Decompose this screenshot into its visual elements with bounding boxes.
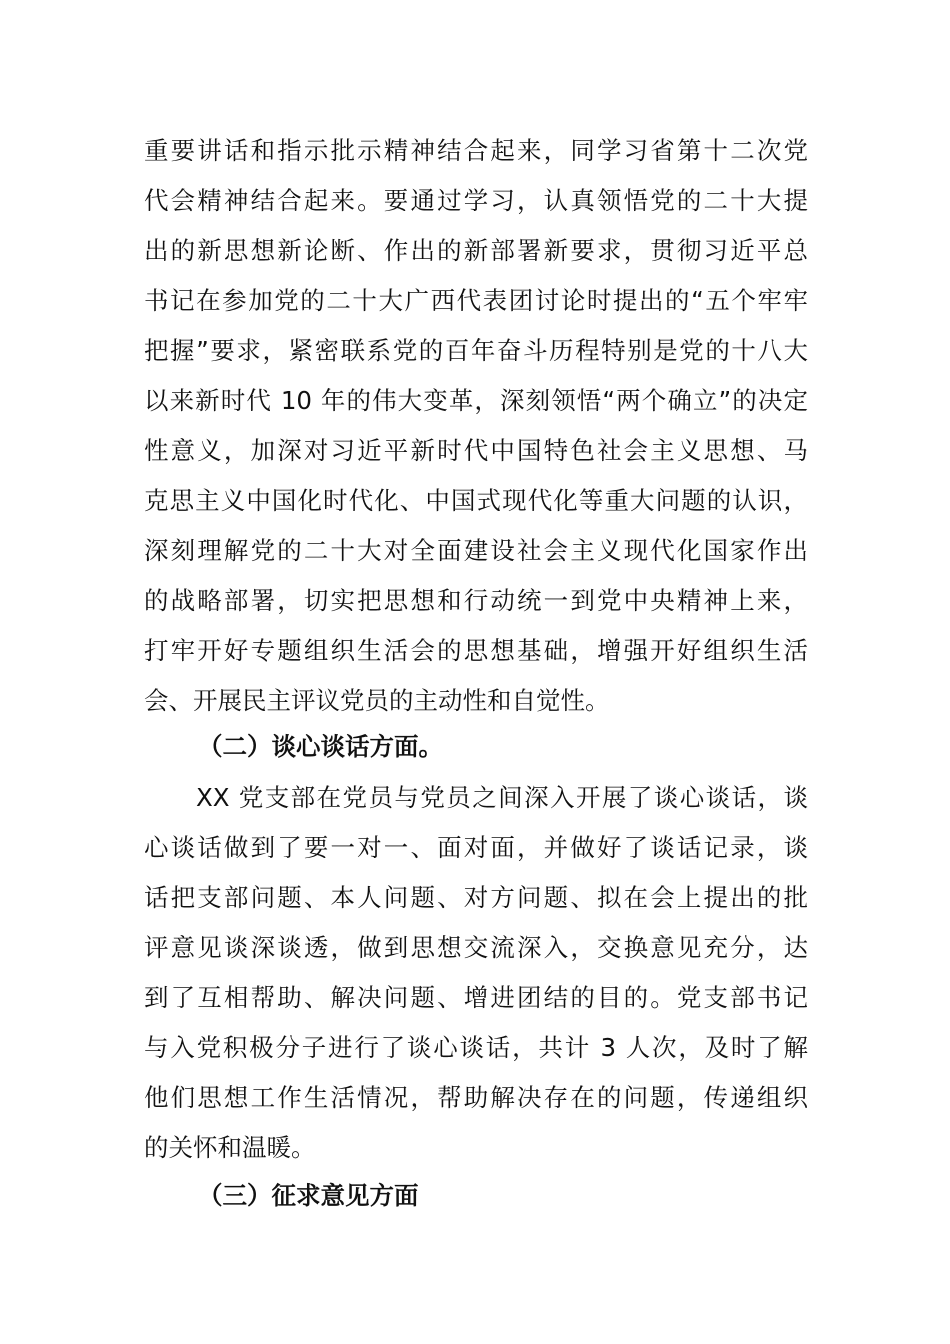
paragraph-line: 打牢开好专题组织生活会的思想基础，增强开好组织生活 xyxy=(144,636,808,665)
paragraph-line: 代会精神结合起来。要通过学习，认真领悟党的二十大提 xyxy=(144,186,808,215)
paragraph-line: 书记在参加党的二十大广西代表团讨论时提出的“五个牢牢 xyxy=(144,286,808,315)
paragraph-line: 话把支部问题、本人问题、对方问题、拟在会上提出的批 xyxy=(144,883,808,912)
paragraph-line: 他们思想工作生活情况，帮助解决存在的问题，传递组织 xyxy=(144,1083,808,1112)
section-heading-2: （二）谈心谈话方面。 xyxy=(198,732,443,761)
paragraph-line: 克思主义中国化时代化、中国式现代化等重大问题的认识， xyxy=(144,486,808,515)
paragraph-line: XX 党支部在党员与党员之间深入开展了谈心谈话，谈 xyxy=(196,783,808,812)
paragraph-line: 的关怀和温暖。 xyxy=(144,1133,316,1162)
paragraph-line: 的战略部署，切实把思想和行动统一到党中央精神上来， xyxy=(144,586,808,615)
paragraph-line: 会、开展民主评议党员的主动性和自觉性。 xyxy=(144,686,610,715)
paragraph-line: 评意见谈深谈透，做到思想交流深入，交换意见充分，达 xyxy=(144,933,808,962)
paragraph-line: 重要讲话和指示批示精神结合起来，同学习省第十二次党 xyxy=(144,136,808,165)
section-heading-3: （三）征求意见方面 xyxy=(198,1181,419,1210)
paragraph-1 xyxy=(144,126,808,726)
paragraph-line: 深刻理解党的二十大对全面建设社会主义现代化国家作出 xyxy=(144,536,808,565)
paragraph-line: 与入党积极分子进行了谈心谈话，共计 3 人次，及时了解 xyxy=(144,1033,808,1062)
paragraph-line: 到了互相帮助、解决问题、增进团结的目的。党支部书记 xyxy=(144,983,808,1012)
paragraph-line: 性意义，加深对习近平新时代中国特色社会主义思想、马 xyxy=(144,436,808,465)
paragraph-line: 把握”要求，紧密联系党的百年奋斗历程特别是党的十八大 xyxy=(144,336,808,365)
paragraph-line: 以来新时代 10 年的伟大变革，深刻领悟“两个确立”的决定 xyxy=(144,386,808,415)
paragraph-2 xyxy=(144,773,808,1173)
paragraph-line: 出的新思想新论断、作出的新部署新要求，贯彻习近平总 xyxy=(144,236,808,265)
paragraph-line: 心谈话做到了要一对一、面对面，并做好了谈话记录，谈 xyxy=(144,833,808,862)
